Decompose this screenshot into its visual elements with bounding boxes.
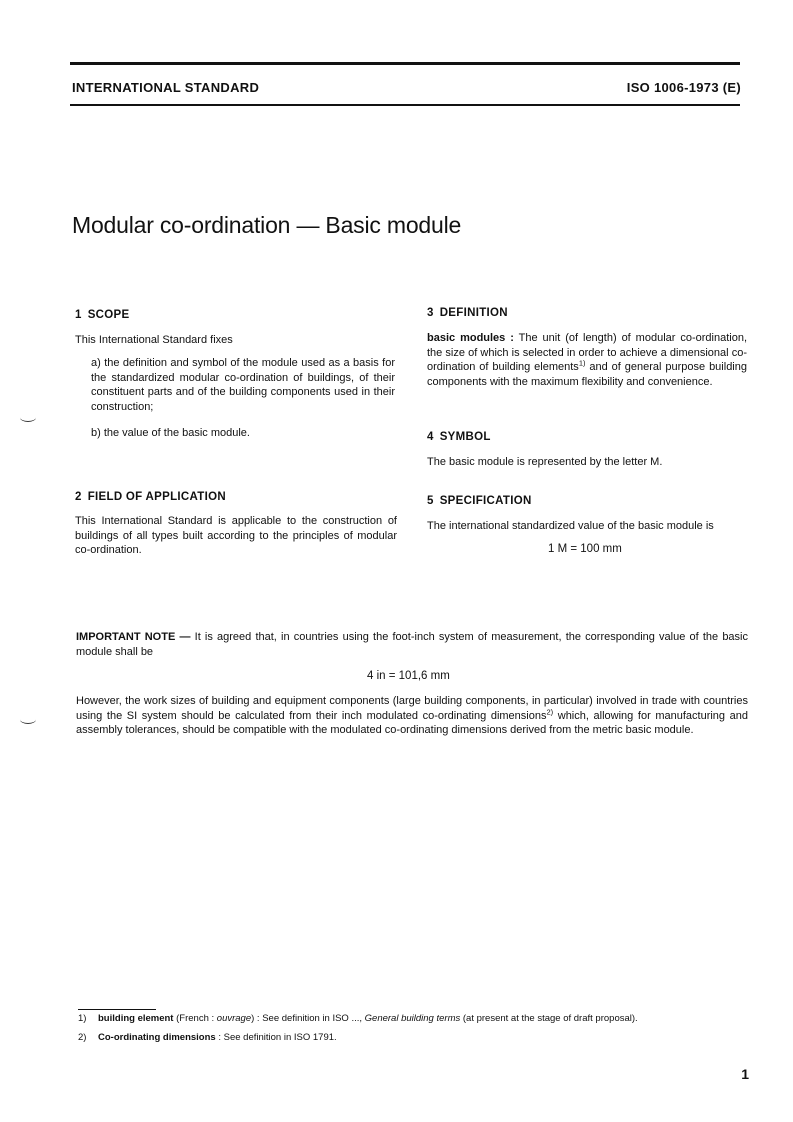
important-note-text: It is agreed that, in countries using the foot-inch system of measurement, the corresponding value of the basic module shall be xyxy=(76,631,748,658)
footnote-rule xyxy=(78,1009,156,1010)
field-heading-text: FIELD OF APPLICATION xyxy=(87,491,226,503)
definition-number: 3 xyxy=(427,307,434,319)
footnote-1 xyxy=(78,1013,638,1024)
footnote-2-post: : See definition in ISO 1791. xyxy=(218,1032,337,1043)
document-title: Modular co-ordination — Basic module xyxy=(72,212,462,238)
note-paragraph-cont: which, allowing for manufacturing and assembly tolerances, should be compatible with the modulated co-ordinating dimensions derived from the metric basic module. xyxy=(76,709,748,737)
scope-heading-text: SCOPE xyxy=(87,309,130,321)
footnote-1-number: 1) xyxy=(78,1013,87,1024)
specification-heading-text: SPECIFICATION xyxy=(439,495,532,507)
specification-formula: 1 M = 100 mm xyxy=(548,543,622,555)
note-paragraph-text: However, the work sizes of building and equipment components (large building components, in particular) involved in trade with countries using the SI system should be calculated from their inch modulated co-ordinating dimensions xyxy=(76,695,748,722)
scope-item-b: b) the value of the basic module. xyxy=(91,427,250,439)
symbol-number: 4 xyxy=(427,431,434,443)
footnote-2 xyxy=(78,1032,337,1043)
important-note-lead: IMPORTANT NOTE — xyxy=(76,631,191,643)
symbol-heading-text: SYMBOL xyxy=(439,431,491,443)
margin-mark xyxy=(20,413,36,422)
definition-body-cont: and of general purpose building components with the maximum flexibility and convenience. xyxy=(427,361,747,388)
footnote-2-number: 2) xyxy=(78,1032,87,1043)
definition-body: The unit (of length) of modular co-ordination, the size of which is selected in order to achieve a dimensional co-ordination of building elements xyxy=(427,332,748,374)
footnote-1-pre: (French : xyxy=(176,1013,217,1024)
header-bottom-rule xyxy=(70,104,740,106)
header-standard-label: INTERNATIONAL STANDARD xyxy=(72,80,260,95)
note-formula: 4 in = 101,6 mm xyxy=(367,670,450,682)
scope-heading xyxy=(75,308,129,323)
footnote-ref-1: 1) xyxy=(578,358,586,368)
footnote-1-ref-title: General building terms xyxy=(364,1013,461,1024)
footnote-1-term: building element xyxy=(98,1013,174,1024)
symbol-text: The basic module is represented by the letter M. xyxy=(427,456,663,468)
footnote-2-term: Co-ordinating dimensions xyxy=(98,1032,216,1043)
specification-number: 5 xyxy=(427,495,434,507)
important-note xyxy=(76,630,748,659)
definition-heading xyxy=(427,306,508,321)
header-document-id: ISO 1006-1973 (E) xyxy=(626,80,741,95)
field-heading xyxy=(75,490,226,505)
specification-heading xyxy=(427,494,532,509)
note-paragraph xyxy=(76,694,748,738)
margin-mark xyxy=(20,715,36,724)
footnote-ref-2: 2) xyxy=(546,706,554,716)
header-top-rule xyxy=(70,62,740,65)
footnote-1-french: ouvrage xyxy=(216,1013,252,1024)
field-text: This International Standard is applicable to the construction of buildings of all types built according to the principles of modular co-ordination. xyxy=(75,515,397,557)
footnote-1-mid: ) : See definition in ISO ..., xyxy=(251,1013,365,1024)
definition-term: basic modules : xyxy=(427,332,514,344)
symbol-heading xyxy=(427,430,491,445)
specification-text: The international standardized value of the basic module is xyxy=(427,520,714,532)
field-number: 2 xyxy=(75,491,82,503)
footnote-1-post: (at present at the stage of draft proposal). xyxy=(462,1013,638,1024)
scope-item-a: a) the definition and symbol of the module used as a basis for the standardized modular co-ordination of buildings, of their constituent parts and of the building components used in their construction; xyxy=(91,357,395,413)
page-number: 1 xyxy=(741,1066,749,1082)
definition-text xyxy=(427,331,747,389)
definition-heading-text: DEFINITION xyxy=(439,307,508,319)
scope-number: 1 xyxy=(75,309,82,321)
scope-intro: This International Standard fixes xyxy=(75,334,233,346)
